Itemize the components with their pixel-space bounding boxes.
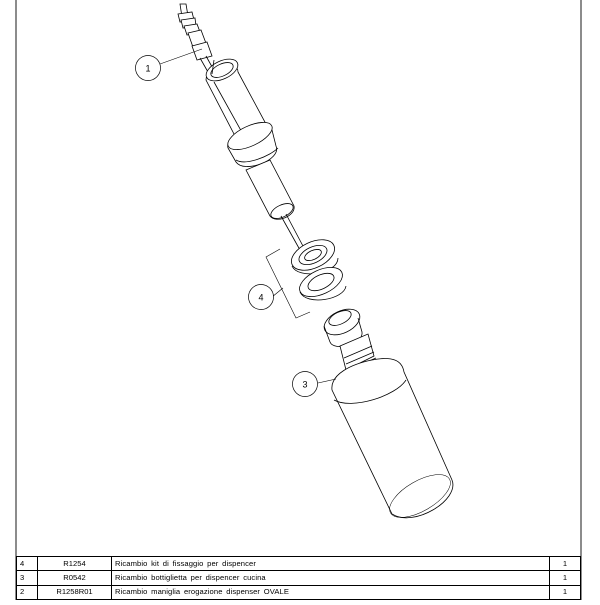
parts-row bbox=[17, 557, 581, 571]
part-code: R1258R01 bbox=[38, 585, 112, 599]
callout-3 bbox=[293, 372, 318, 397]
part-position: 4 bbox=[17, 557, 38, 571]
part-quantity: 1 bbox=[550, 585, 581, 599]
bottle-body bbox=[332, 359, 457, 526]
part-code: R1254 bbox=[38, 557, 112, 571]
fixing-kit-washers bbox=[287, 233, 364, 346]
handle-lower-sleeve bbox=[246, 160, 295, 222]
callout-1-label: 1 bbox=[145, 63, 151, 74]
parts-list-table bbox=[16, 556, 581, 600]
callout-1 bbox=[136, 56, 161, 81]
parts-row bbox=[17, 585, 581, 599]
part-description: Ricambio maniglia erogazione dispenser OVALE bbox=[112, 585, 550, 599]
part-description: Ricambio kit di fissaggio per dispencer bbox=[112, 557, 550, 571]
parts-row bbox=[17, 571, 581, 585]
part-quantity: 1 bbox=[550, 557, 581, 571]
callout-4-label: 4 bbox=[258, 292, 264, 303]
sheet-frame bbox=[16, 0, 581, 600]
part-position: 2 bbox=[17, 585, 38, 599]
part-description: Ricambio bottiglietta per dispencer cucina bbox=[112, 571, 550, 585]
callout-3-label: 3 bbox=[302, 379, 308, 390]
assembly bbox=[178, 4, 457, 526]
dip-tube bbox=[281, 214, 304, 250]
part-quantity: 1 bbox=[550, 571, 581, 585]
callout-4 bbox=[249, 285, 274, 310]
part-code: R0542 bbox=[38, 571, 112, 585]
part-position: 3 bbox=[17, 571, 38, 585]
